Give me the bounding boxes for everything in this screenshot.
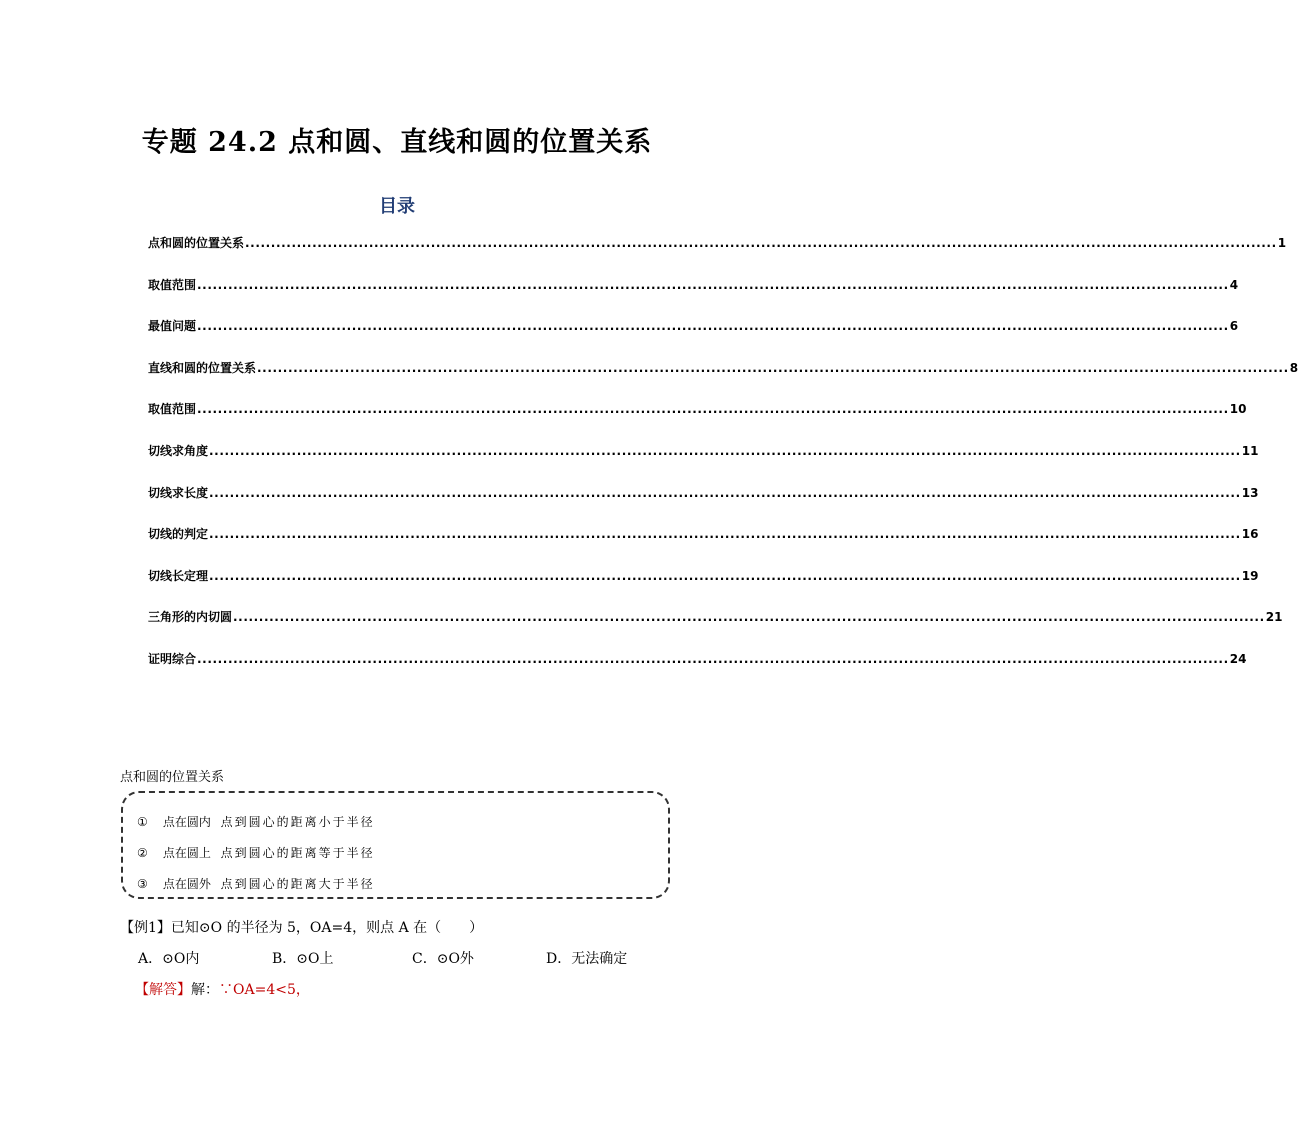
rule-position: 点在圆外: [162, 877, 211, 891]
example-text: 已知⊙O 的半径为 5，OA=4，则点 A 在（ ）: [170, 920, 484, 936]
answer-options: [138, 948, 658, 968]
rule-description: 点到圆心的距离等于半径: [220, 846, 375, 860]
toc-entry[interactable]: [148, 317, 1239, 359]
toc-entry-page: 6: [1229, 319, 1239, 334]
toc-entry-label: 切线长定理: [148, 568, 209, 583]
toc-entry-page: 16: [1241, 527, 1259, 542]
toc-dot-leader: ........................................................................................................................................................................................................: [209, 443, 1241, 458]
option-a[interactable]: A．⊙O内: [138, 951, 200, 967]
answer-math: ∵OA=4<5，: [219, 982, 310, 998]
toc-entry-label: 切线求长度: [148, 485, 209, 500]
toc-entry-label: 取值范围: [148, 277, 197, 292]
toc-entry-label: 三角形的内切圆: [148, 610, 233, 625]
toc-entry-page: 10: [1229, 402, 1247, 417]
toc-dot-leader: ........................................................................................................................................................................................................: [197, 651, 1229, 666]
answer-prefix: 解：: [191, 982, 219, 998]
toc-dot-leader: ........................................................................................................................................................................................................: [209, 568, 1241, 583]
option-b[interactable]: B．⊙O上: [272, 951, 334, 967]
toc-entry-page: 24: [1229, 651, 1247, 666]
toc-entry[interactable]: [148, 400, 1247, 442]
rule-number: ③: [137, 877, 148, 891]
toc-entry-page: 21: [1265, 610, 1283, 625]
example-tag: 【例1】: [120, 920, 171, 936]
toc-dot-leader: ........................................................................................................................................................................................................: [197, 402, 1229, 417]
toc-heading: 目录: [379, 196, 415, 217]
toc-entry[interactable]: [148, 608, 1283, 650]
toc-entry-label: 切线求角度: [148, 443, 209, 458]
rule-position: 点在圆上: [162, 846, 211, 860]
rule-item: [137, 844, 375, 861]
example-question: [120, 917, 483, 937]
toc-dot-leader: ........................................................................................................................................................................................................: [245, 236, 1277, 250]
toc-entry[interactable]: [148, 234, 1287, 276]
rule-description: 点到圆心的距离大于半径: [220, 877, 375, 891]
option-d[interactable]: D．无法确定: [546, 951, 628, 967]
toc-dot-leader: ........................................................................................................................................................................................................: [197, 277, 1229, 292]
answer-line: [135, 979, 310, 999]
toc-entry-page: 1: [1277, 236, 1287, 250]
section-heading: 点和圆的位置关系: [120, 770, 225, 785]
rules-box: [121, 791, 670, 899]
toc-entry[interactable]: [148, 359, 1298, 401]
toc-dot-leader: ........................................................................................................................................................................................................: [257, 360, 1289, 375]
toc-entry-page: 11: [1241, 443, 1259, 458]
table-of-contents: [148, 234, 1298, 692]
toc-entry-label: 证明综合: [148, 651, 197, 666]
toc-entry[interactable]: [148, 650, 1247, 692]
toc-entry[interactable]: [148, 442, 1259, 484]
toc-entry[interactable]: [148, 276, 1239, 318]
rule-number: ①: [137, 815, 148, 829]
toc-entry[interactable]: [148, 484, 1259, 526]
toc-entry-label: 最值问题: [148, 319, 197, 334]
toc-entry-label: 切线的判定: [148, 527, 209, 542]
toc-entry-label: 直线和圆的位置关系: [148, 360, 257, 375]
page-title: 专题 24.2 点和圆、直线和圆的位置关系: [141, 127, 653, 158]
toc-entry-label: 点和圆的位置关系: [148, 236, 245, 250]
toc-dot-leader: ........................................................................................................................................................................................................: [197, 319, 1229, 334]
rule-item: [137, 813, 375, 830]
toc-entry-page: 4: [1229, 277, 1239, 292]
answer-tag: 【解答】: [135, 982, 191, 998]
toc-dot-leader: ........................................................................................................................................................................................................: [209, 485, 1241, 500]
toc-dot-leader: ........................................................................................................................................................................................................: [233, 610, 1265, 625]
toc-entry-page: 19: [1241, 568, 1259, 583]
rule-number: ②: [137, 846, 148, 860]
option-c[interactable]: C．⊙O外: [412, 951, 474, 967]
rule-description: 点到圆心的距离小于半径: [220, 815, 375, 829]
toc-entry-label: 取值范围: [148, 402, 197, 417]
toc-entry[interactable]: [148, 525, 1259, 567]
rule-position: 点在圆内: [162, 815, 211, 829]
rule-item: [137, 875, 375, 892]
toc-entry-page: 8: [1289, 360, 1298, 375]
toc-entry[interactable]: [148, 567, 1259, 609]
toc-entry-page: 13: [1241, 485, 1259, 500]
toc-dot-leader: ........................................................................................................................................................................................................: [209, 527, 1241, 542]
